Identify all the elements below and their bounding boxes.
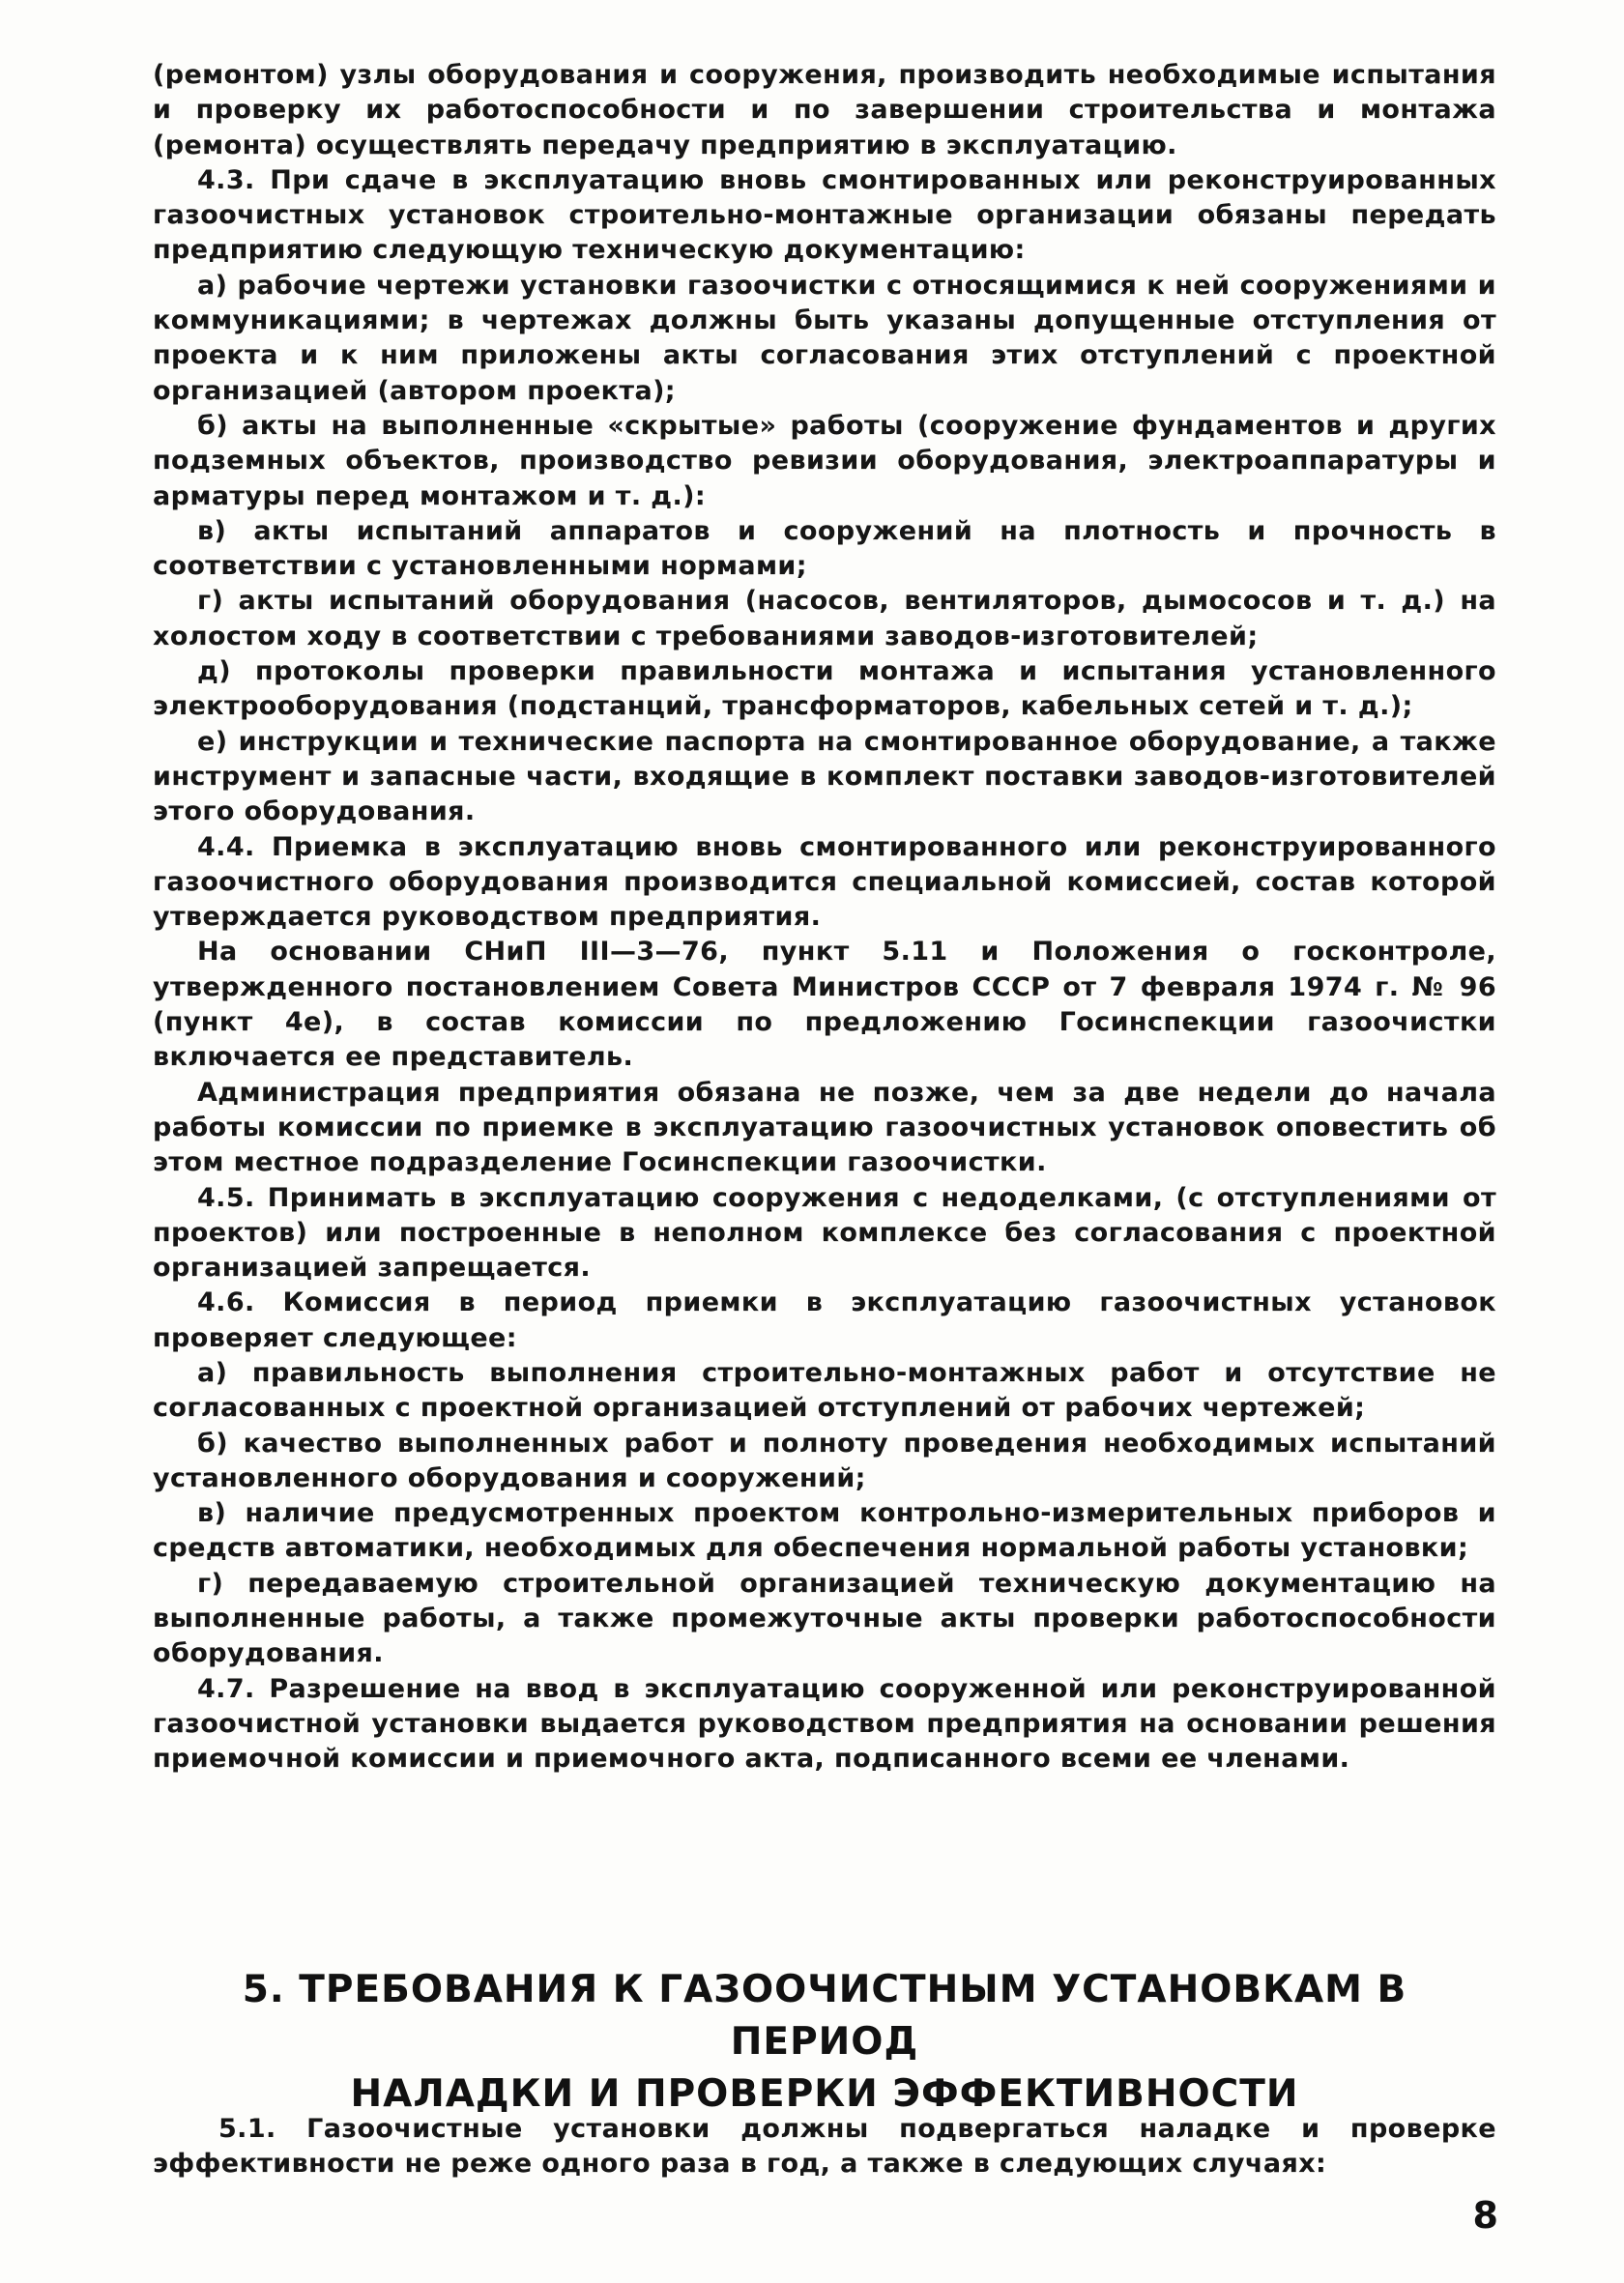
paragraph-4-7: 4.7. Разрешение на ввод в эксплуатацию сооруженной или реконструированной газоочистной установки выдается руководством предприятия на основании решения приемочной комиссии и приемочного акта, подписанного всеми ее членами. [153, 1673, 1496, 1775]
paragraph-4-6: 4.6. Комиссия в период приемки в эксплуатацию газоочистных установок проверяет следующее: [153, 1287, 1496, 1353]
paragraph-4-4: 4.4. Приемка в эксплуатацию вновь смонтированного или реконструированного газоочистного оборудования производится специальной комиссией, состав которой утверждается руководством предприятия. [153, 831, 1496, 933]
paragraph-4-3: 4.3. При сдаче в эксплуатацию вновь смонтированных или реконструированных газоочистных установок строительно-монтажные организации обязаны передать предприятию следующую техническую документацию: [153, 164, 1496, 266]
check-item-a: а) правильность выполнения строительно-монтажных работ и отсутствие не согласованных с проектной организацией отступлений от рабочих чертежей; [153, 1357, 1496, 1424]
section-heading-line-2: НАЛАДКИ И ПРОВЕРКИ ЭФФЕКТИВНОСТИ [350, 2072, 1299, 2116]
section-heading [153, 1964, 1496, 2121]
check-item-v: в) наличие предусмотренных проектом контрольно-измерительных приборов и средств автоматики, необходимых для обеспечения нормальной работы установки; [153, 1498, 1496, 1564]
paragraph-snip: На основании СНиП III—3—76, пункт 5.11 и Положения о госконтроле, утвержденного постановлением Совета Министров СССР от 7 февраля 1974 г. № 96 (пункт 4е), в состав комиссии по предложению Госинспекции газоочистки включается ее представитель. [153, 937, 1496, 1073]
list-item-g: г) акты испытаний оборудования (насосов, вентиляторов, дымососов и т. д.) на холостом ходу в соответствии с требованиями заводов-изготовителей; [153, 586, 1496, 651]
list-item-a: а) рабочие чертежи установки газоочистки с относящимися к ней сооружениями и коммуникациями; в чертежах должны быть указаны допущенные отступления от проекта и к ним приложены акты согласования этих отступлений с проектной организацией (автором проекта); [153, 270, 1496, 406]
list-item-d: д) протоколы проверки правильности монтажа и испытания установленного электрооборудования (подстанций, трансформаторов, кабельных сетей и т. д.); [153, 656, 1496, 722]
paragraph-5-1: 5.1. Газоочистные установки должны подвергаться наладке и проверке эффективности не реже одного раза в год, а также в следующих случаях: [153, 2114, 1496, 2180]
check-item-b: б) качество выполненных работ и полноту проведения необходимых испытаний установленного оборудования и сооружений; [153, 1428, 1496, 1493]
check-item-g: г) передаваемую строительной организацией техническую документацию на выполненные работы, а также промежуточные акты проверки работоспособности оборудования. [153, 1568, 1496, 1669]
body-text [153, 58, 1496, 1777]
paragraph-4-5: 4.5. Принимать в эксплуатацию сооружения с недоделками, (с отступлениями от проектов) или построенные в неполном комплексе без согласования с проектной организацией запрещается. [153, 1182, 1496, 1284]
list-item-v: в) акты испытаний аппаратов и сооружений на плотность и прочность в соответствии с установленными нормами; [153, 515, 1496, 582]
list-item-e: е) инструкции и технические паспорта на смонтированное оборудование, а также инструмент и запасные части, входящие в комплект поставки заводов-изготовителей этого оборудования. [153, 726, 1496, 827]
paragraph-intro: (ремонтом) узлы оборудования и сооружения, производить необходимые испытания и проверку их работоспособности и по завершении строительства и монтажа (ремонта) осуществлять передачу предприятию в эксплуатацию. [153, 60, 1496, 160]
list-item-b: б) акты на выполненные «скрытые» работы (сооружение фундаментов и других подземных объектов, производство ревизии оборудования, электроаппаратуры и арматуры перед монтажом и т. д.): [153, 410, 1496, 511]
section-heading-line-1: 5. ТРЕБОВАНИЯ К ГАЗООЧИСТНЫМ УСТАНОВКАМ В ПЕРИОД [242, 1968, 1407, 2064]
page-number: 8 [1472, 2194, 1498, 2237]
section-5-text [153, 2112, 1496, 2182]
paragraph-administration: Администрация предприятия обязана не позже, чем за две недели до начала работы комиссии по приемке в эксплуатацию газоочистных установок оповестить об этом местное подразделение Госинспекции газоочистки. [153, 1077, 1496, 1178]
